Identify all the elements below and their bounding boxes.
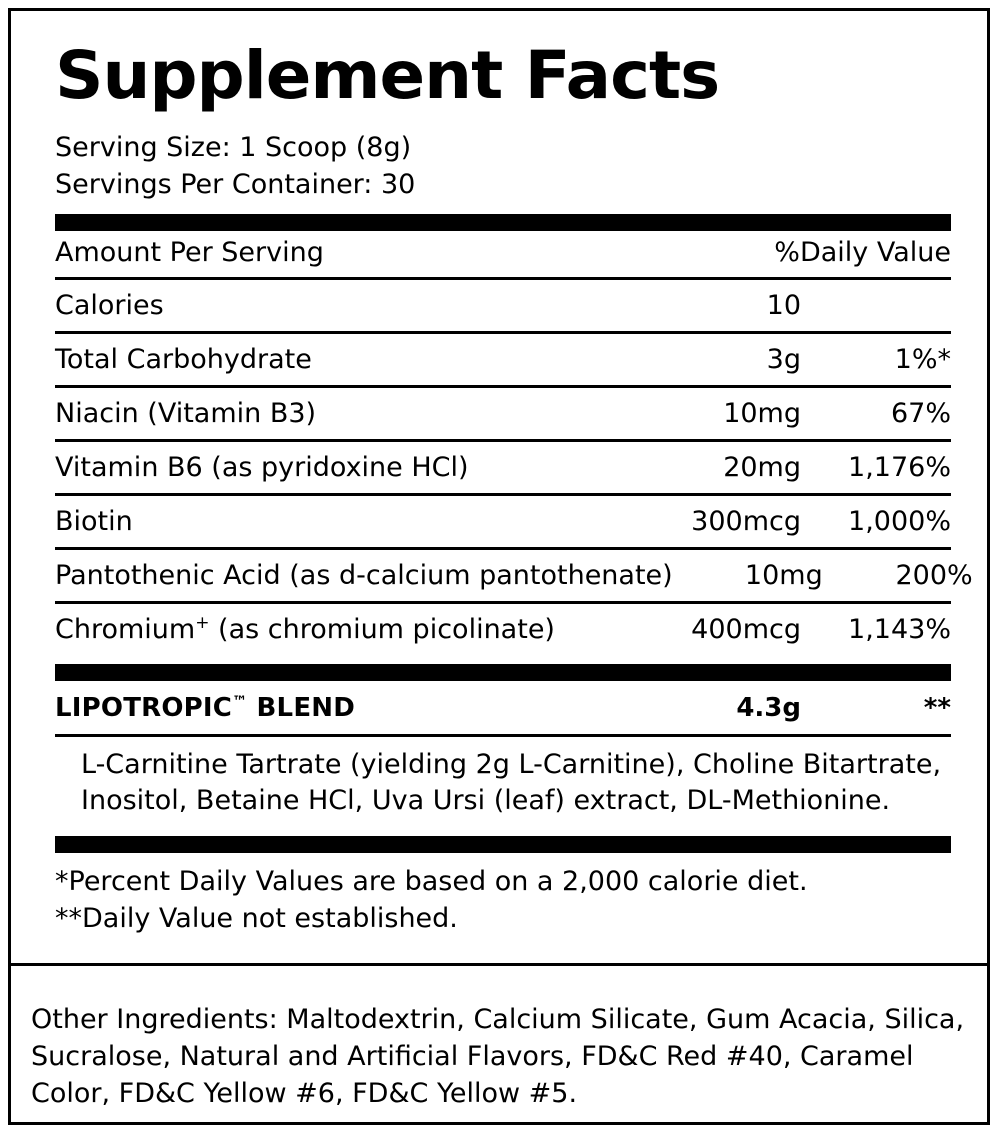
table-header-row — [55, 231, 951, 277]
dagger-marker: + — [195, 613, 210, 633]
footnotes — [55, 853, 951, 937]
nutrient-amount: 20mg — [723, 452, 801, 483]
nutrient-amount: 300mcg — [691, 506, 801, 537]
divider-thick-bottom — [55, 836, 951, 853]
table-row — [55, 442, 951, 493]
amount-per-serving-label: Amount Per Serving — [55, 237, 324, 268]
table-row — [55, 280, 951, 331]
nutrient-amount: 10 — [766, 290, 801, 321]
panel-separator — [11, 963, 987, 966]
other-ingredients: Other Ingredients: Maltodextrin, Calcium Silicate, Gum Acacia, Silica, Sucralose, Natural and Artificial Flavors, FD&C Red #40, Caramel Color, FD&C Yellow #6, FD&C Yellow #5. — [31, 1004, 965, 1109]
table-row — [55, 496, 951, 547]
blend-name — [55, 692, 651, 724]
nutrient-amount: 3g — [766, 344, 801, 375]
daily-value-label: %Daily Value — [774, 237, 951, 268]
nutrient-daily-value: 1,000% — [848, 506, 951, 537]
blend-name-text: LIPOTROPIC — [55, 693, 233, 723]
serving-info — [55, 129, 951, 203]
nutrient-daily-value: 200% — [895, 560, 973, 591]
blend-daily-value: ** — [923, 693, 951, 723]
footnote-not-established: **Daily Value not established. — [55, 903, 458, 934]
nutrient-name: Biotin — [55, 506, 133, 537]
nutrient-name: Vitamin B6 (as pyridoxine HCl) — [55, 452, 469, 483]
trademark-icon: ™ — [232, 692, 248, 711]
nutrient-name: Niacin (Vitamin B3) — [55, 398, 317, 429]
nutrient-name: Pantothenic Acid (as d-calcium pantothenate) — [55, 560, 673, 591]
divider-thick-blend — [55, 664, 951, 681]
nutrient-daily-value: 67% — [890, 398, 951, 429]
table-row — [55, 604, 951, 655]
supplement-facts-panel — [8, 8, 990, 1125]
supplement-facts-body — [55, 37, 973, 937]
nutrient-amount: 400mcg — [691, 614, 801, 645]
table-row — [55, 334, 951, 385]
table-row — [55, 388, 951, 439]
blend-amount: 4.3g — [736, 693, 801, 723]
nutrient-amount: 10mg — [723, 398, 801, 429]
blend-name-rest: BLEND — [247, 693, 356, 723]
servings-per-container: Servings Per Container: 30 — [55, 169, 416, 200]
nutrient-daily-value: 1,176% — [848, 452, 951, 483]
nutrient-name-text: Chromium — [55, 614, 196, 645]
nutrient-name — [55, 614, 651, 646]
blend-row — [55, 681, 951, 734]
blend-ingredients: L-Carnitine Tartrate (yielding 2g L-Carnitine), Choline Bitartrate, Inositol, Betaine HCl, Uva Ursi (leaf) extract, DL-Methionine. — [81, 749, 942, 816]
serving-size: Serving Size: 1 Scoop (8g) — [55, 132, 412, 163]
footnote-daily-values: *Percent Daily Values are based on a 2,000 calorie diet. — [55, 866, 808, 897]
nutrient-name: Calories — [55, 290, 164, 321]
nutrient-amount: 10mg — [744, 560, 823, 591]
nutrient-name-detail: (as chromium picolinate) — [209, 614, 555, 645]
table-row — [55, 550, 973, 601]
nutrient-name: Total Carbohydrate — [55, 344, 312, 375]
nutrient-daily-value: 1%* — [894, 344, 951, 375]
divider-thick-top — [55, 214, 951, 231]
page-title: Supplement Facts — [55, 37, 720, 114]
nutrient-daily-value: 1,143% — [848, 614, 951, 645]
